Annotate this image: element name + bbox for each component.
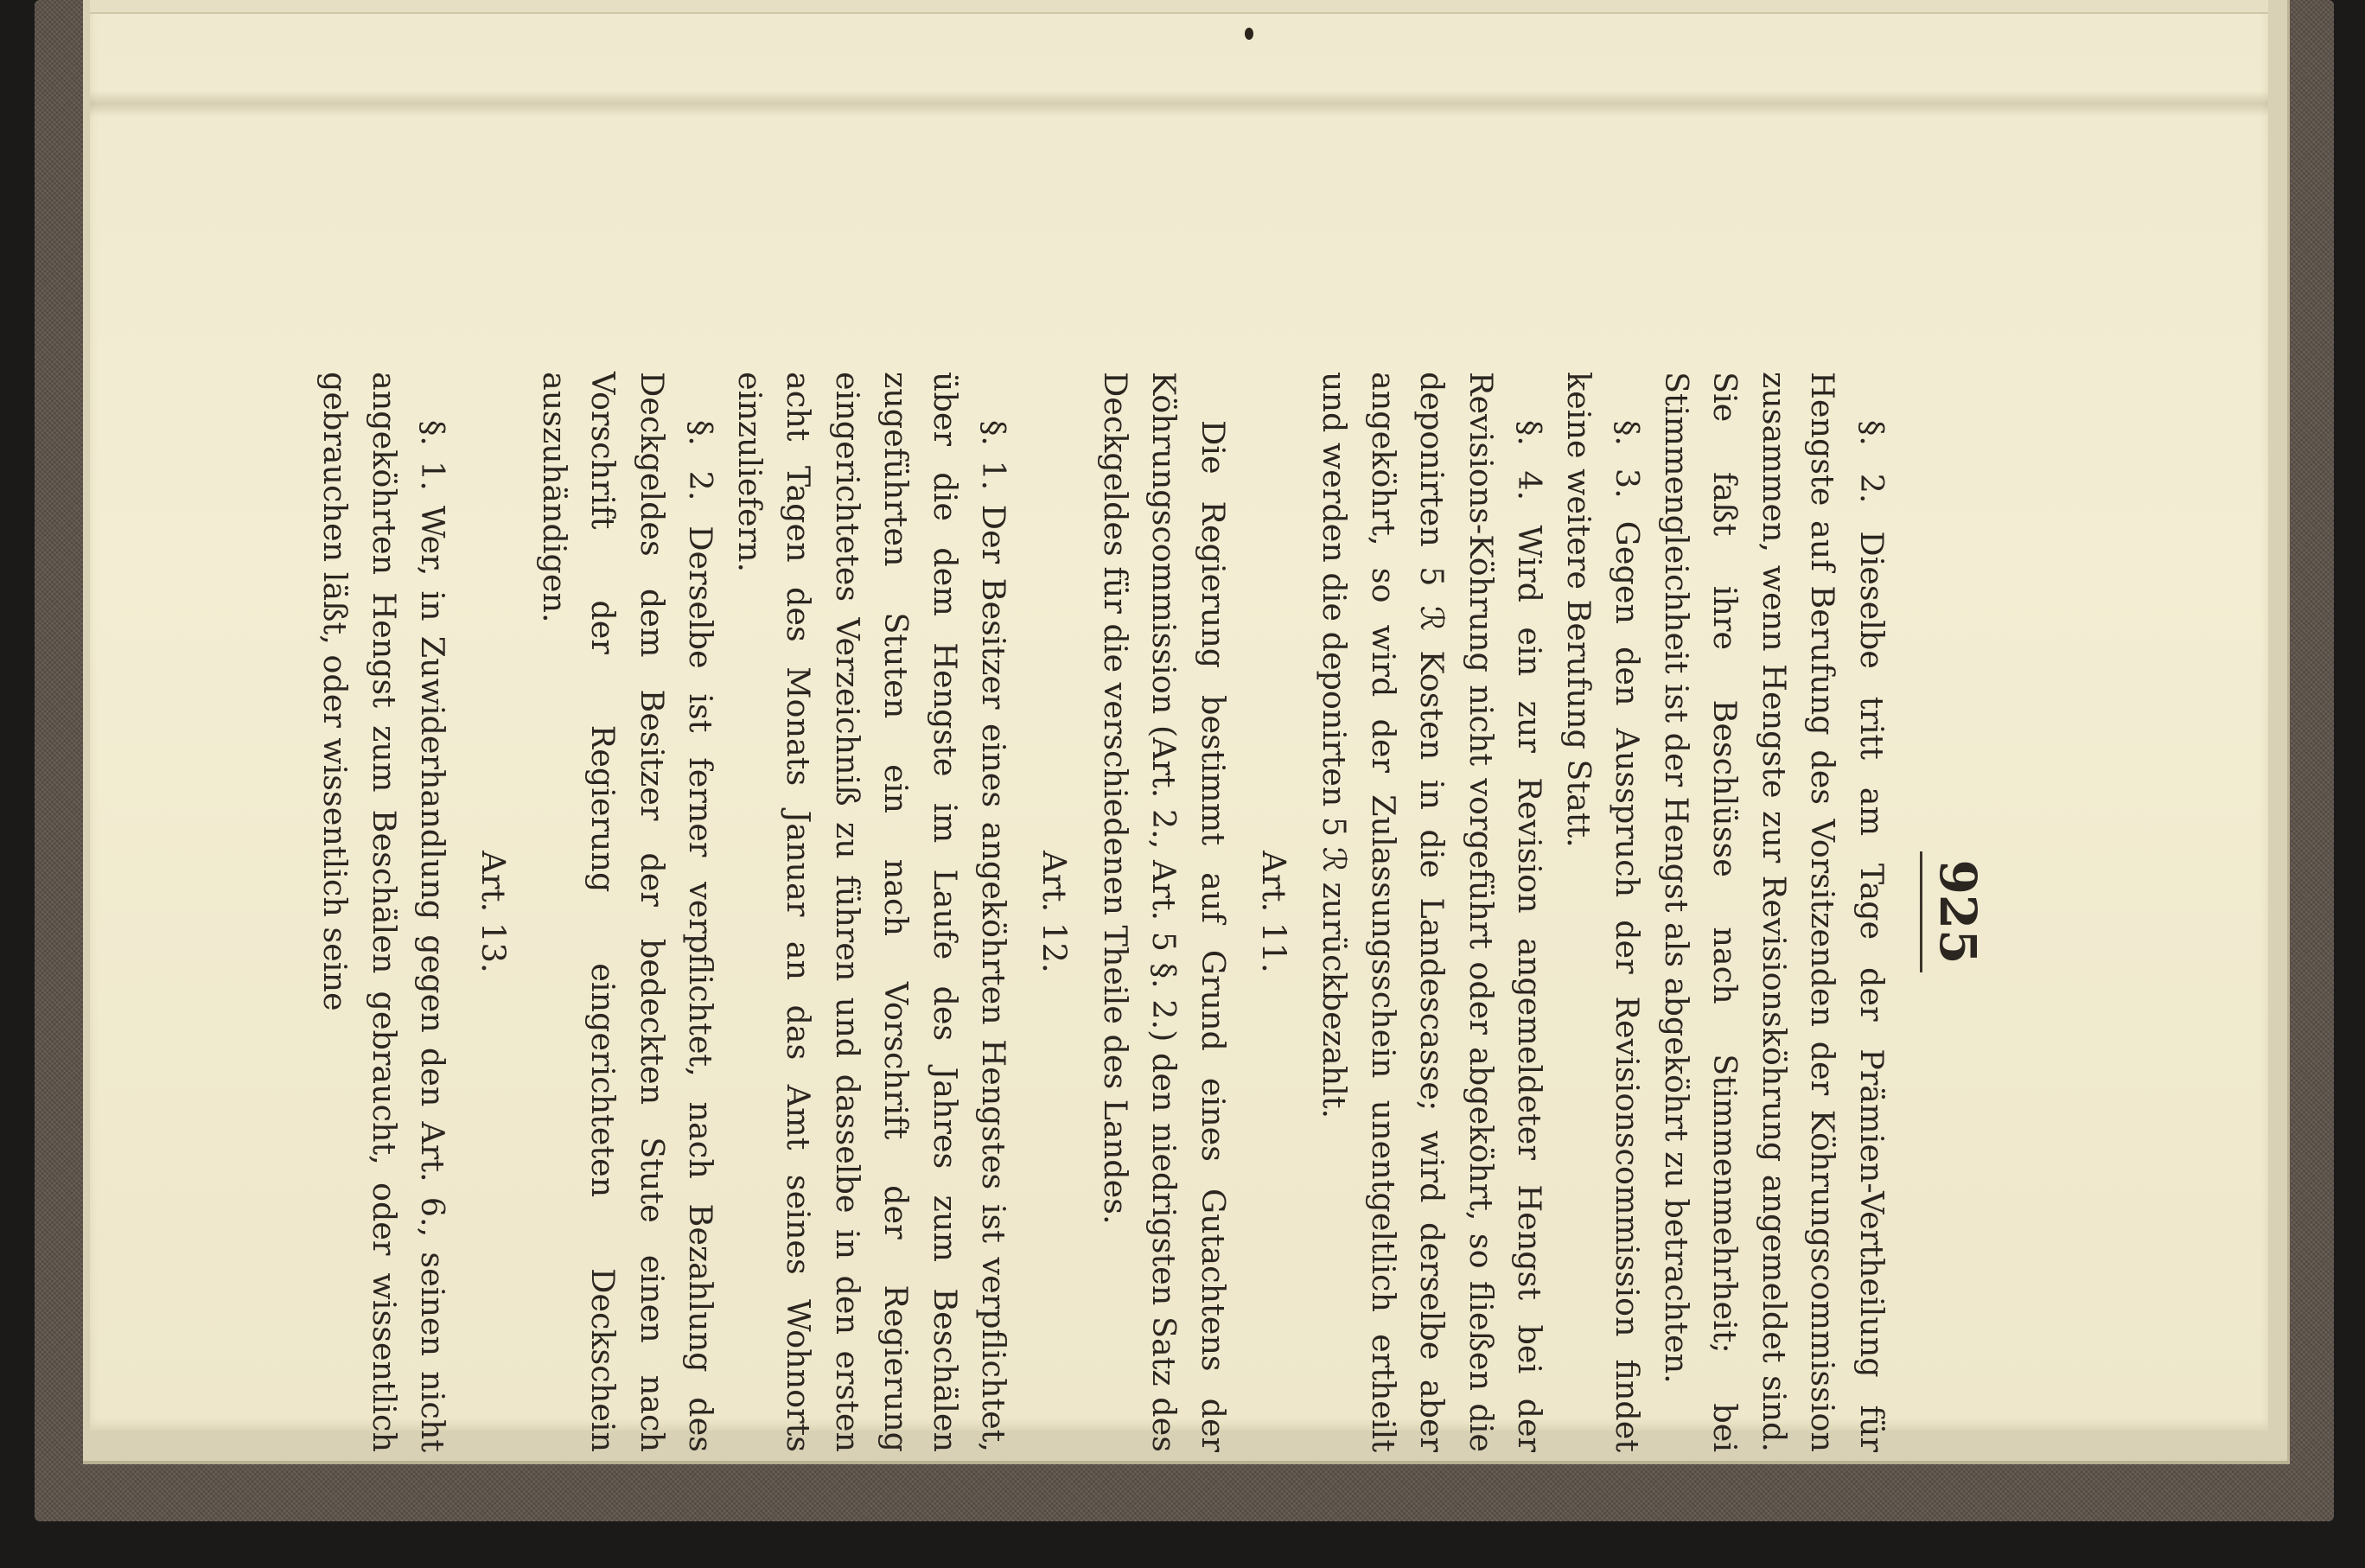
facing-page-edge — [90, 0, 2268, 14]
paragraph-art12-sec2: §. 2. Derselbe ist ferner verpflichtet, nach Bezahlung des Deckgeldes dem Besitzer der bedeckten Stute einen nach Vorschrift der Regierung eingerichteten Deckschein auszuhändigen. — [536, 372, 720, 1452]
page-fold-shadow — [90, 91, 2268, 117]
ink-fleck — [1245, 28, 1253, 40]
paragraph-art11: Die Regierung bestimmt auf Grund eines Gutachtens der Köhrungscommission (Art. 2., Art. 5 §. 2.) den niedrigsten Satz des Deckgeldes für die verschiedenen Theile des Landes. — [1097, 372, 1232, 1452]
heading-art-11: Art. 11. — [1255, 851, 1292, 973]
rotated-text-block — [310, 372, 1988, 1452]
paragraph-art13-sec1: §. 1. Wer, in Zuwiderhandlung gegen den Art. 6., seinen nicht angeköhrten Hengst zum Beschälen gebraucht, oder wissentlich gebrauchen läßt, oder wissentlich seine — [316, 372, 452, 1452]
heading-art-13: Art. 13. — [475, 851, 513, 973]
paragraph-art10-sec2: §. 2. Dieselbe tritt am Tage der Prämien-Vertheilung für Hengste auf Berufung des Vorsitzenden der Köhrungscommission zusammen, wenn Hengste zur Revisionsköhrung angemeldet sind. Sie faßt ihre Beschlüsse nach Stimmenmehrheit; bei Stimmengleichheit ist der Hengst als abgeköhrt zu betrachten. — [1658, 372, 1890, 1452]
page-number: 925 — [1928, 859, 1987, 965]
paragraph-art10-sec4: §. 4. Wird ein zur Revision angemeldeter Hengst bei der Revisions-Köhrung nicht vorgeführt oder abgeköhrt, so fließen die deponirten 5 ℛ Kosten in die Landescasse; wird derselbe aber angeköhrt, so wird der Zulassungsschein unentgeltlich ertheilt und werden die deponirten 5 ℛ zurückbezahlt. — [1316, 372, 1549, 1452]
header-rule — [1920, 851, 1922, 972]
paragraph-art12-sec1: §. 1. Der Besitzer eines angeköhrten Hengstes ist verpflichtet, über die dem Hengste im Laufe des Jahres zum Beschälen zugeführten Stuten ein nach Vorschrift der Regierung eingerichtetes Verzeichniß zu führen und dasselbe in den ersten acht Tagen des Monats Januar an das Amt seines Wohnorts einzuliefern. — [731, 372, 1013, 1452]
paragraph-art10-sec3: §. 3. Gegen den Ausspruch der Revisionscommission findet keine weitere Berufung Statt. — [1560, 372, 1647, 1452]
heading-art-12: Art. 12. — [1036, 851, 1074, 973]
